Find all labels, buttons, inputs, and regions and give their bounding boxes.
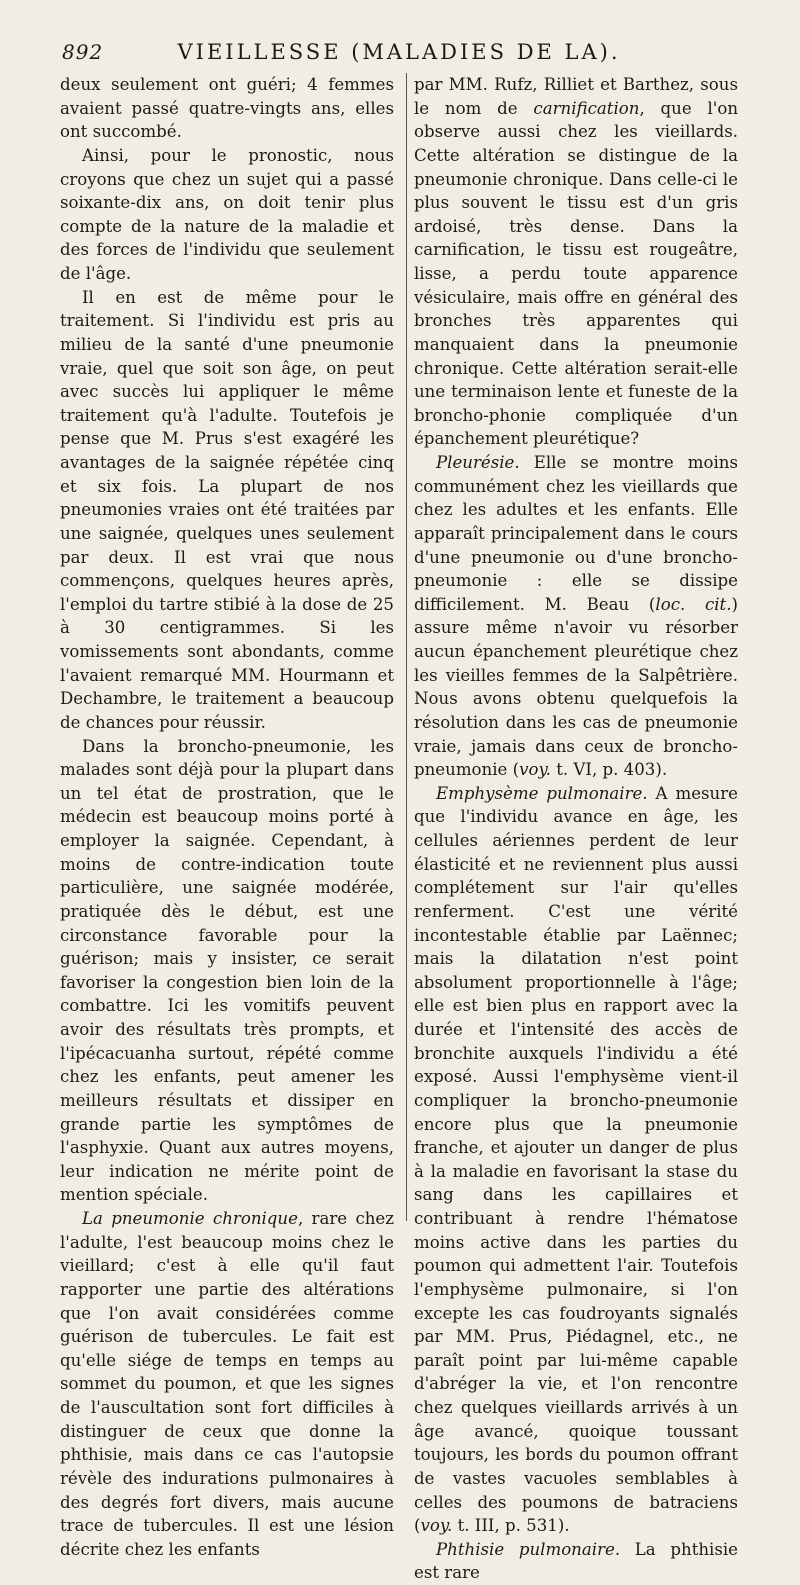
section-lead: Phthisie pulmonaire. (436, 1539, 621, 1559)
paragraph: Il en est de même pour le traitement. Si l'individu est pris au milieu de la santé d'une pneumonie vraie, quel que soit son âge, on peut avec succès lui appliquer le même traitement qu'à l'adulte. Toutefois je pense que M. Prus s'est exagéré les avantages de la saignée répétée cinq et six fois. La plupart de nos pneumonies vraies ont été traitées par une saignée, quelques unes seulement par deux. Il est vrai que nous commençons, quelques heures après, l'emploi du tartre stibié à la dose de 25 à 30 centigrammes. Si les vomissements sont abondants, comme l'avaient remarqué MM. Hourmann et Dechambre, le traitement a beaucoup de chances pour réussir. (60, 287, 394, 732)
citation: voy. (420, 1516, 453, 1536)
paragraph: Ainsi, pour le pronostic, nous croyons que chez un sujet qui a passé soixante-dix ans, on doit tenir plus compte de la nature de la maladie et des forces de l'individu que seulement de l'âge. (60, 145, 394, 283)
paragraph (414, 1538, 738, 1585)
section-lead: Pleurésie. (436, 453, 520, 472)
section-lead: La pneumonie chronique (82, 1209, 298, 1228)
paragraph-text: A mesure que l'individu avance en âge, les cellules aériennes perdent de leur élasticité et ne reviennent plus aussi complétement sur l'air qu'elles renferment. C'est une vérité incontestable établie par Laënnec; mais la dilatation n'est point absolument proportionnelle à l'âge; elle est bien plus en rapport avec la durée et l'intensité des accès de bronchite auxquels l'individu a été exposé. Aussi l'emphysème vient-il compliquer la broncho-pneumonie encore plus que la pneumonie franche, et ajouter un danger de plus à la maladie en favorisant la stase du sang dans les capillaires et contribuant à rendre l'hématose moins active dans les parties du poumon qui admettent l'air. Toutefois l'emphysème pulmonaire, si l'on excepte les cas foudroyants signalés par MM. Prus, Piédagnel, etc., ne paraît point par lui-même capable d'abréger la vie, et l'on rencontre chez quelques vieillards arrivés à un âge avancé, quoique toussant toujours, les bords du poumon offrant de vastes vacuoles semblables à celles des poumons de batraciens ( (414, 783, 738, 1536)
left-column (60, 73, 394, 1559)
citation: loc. cit. (655, 594, 732, 614)
running-title: VIEILLESSE (MALADIES DE LA). (177, 40, 621, 64)
paragraph (414, 782, 738, 1538)
page-number: 892 (62, 40, 104, 64)
right-column (414, 73, 738, 1583)
page-header (56, 40, 742, 70)
paragraph: deux seulement ont guéri; 4 femmes avaient passé quatre-vingts ans, elles ont succombé. (60, 75, 394, 142)
paragraph-text: , que l'on observe aussi chez les vieillards. Cette altération se distingue de la pneumonie chronique. Dans celle-ci le plus souvent le tissu est d'un gris ardoisé, très dense. Dans la carnification, le tissu est rougeâtre, lisse, a perdu toute apparence vésiculaire, mais offre en général des bronches très apparentes qui manquaient dans la pneumonie chronique. Cette altération serait-elle une terminaison lente et funeste de la broncho-phonie compliquée d'un épanchement pleurétique? (414, 98, 738, 449)
section-lead: Emphysème pulmonaire. (436, 783, 648, 803)
paragraph-text: ) assure même n'avoir vu résorber aucun épanchement pleurétique chez les vieilles femmes de la Salpêtrière. Nous avons obtenu quelquefois la résolution dans les cas de pneumonie vraie, jamais dans ceux de broncho-pneumonie ( (414, 594, 738, 780)
paragraph (414, 73, 738, 451)
column-divider (406, 73, 407, 1221)
paragraph: Dans la broncho-pneumonie, les malades sont déjà pour la plupart dans un tel état de prostration, que le médecin est beaucoup moins porté à employer la saignée. Cependant, à moins de contre-indication toute particulière, une saignée modérée, pratiquée dès le début, est une circonstance favorable pour la guérison; mais y insister, ce serait favoriser la congestion bien loin de la combattre. Ici les vomitifs peuvent avoir des résultats très prompts, et l'ipécacuanha surtout, répété comme chez les enfants, peut amener les meilleurs résultats et dissiper en grande partie les symptômes de l'asphyxie. Quant aux autres moyens, leur indication ne mérite point de mention spéciale. (60, 736, 394, 1205)
paragraph-text: , rare chez l'adulte, l'est beaucoup moins chez le vieillard; c'est à elle qu'il faut rapporter une partie des altérations que l'on avait considérées comme guérison de tubercules. Le fait est qu'elle siége de temps en temps au sommet du poumon, et que les signes de l'auscultation sont fort difficiles à distinguer de ceux que donne la phthisie, mais dans ce cas l'autopsie révèle des indurations pulmonaires à des degrés fort divers, mais aucune trace de tubercules. Il est une lésion décrite chez les enfants (60, 1209, 394, 1559)
paragraph (60, 1207, 394, 1561)
paragraph (414, 451, 738, 782)
paragraph-text: Elle se montre moins communément chez les vieillards que chez les adultes et les enfants. Elle apparaît principalement dans le cours d'une pneumonie ou d'une broncho-pneumonie : elle se dissipe difficilement. M. Beau ( (414, 453, 738, 614)
paragraph-text: par MM. Rufz, Rilliet et Barthez, sous le nom de (414, 75, 738, 118)
citation: voy. (519, 760, 551, 780)
paragraph-text: La phthisie est rare (414, 1539, 738, 1583)
paragraph-text: t. VI, p. 403). (550, 760, 668, 780)
term: carnification (533, 98, 640, 118)
paragraph-text: t. III, p. 531). (452, 1516, 570, 1536)
